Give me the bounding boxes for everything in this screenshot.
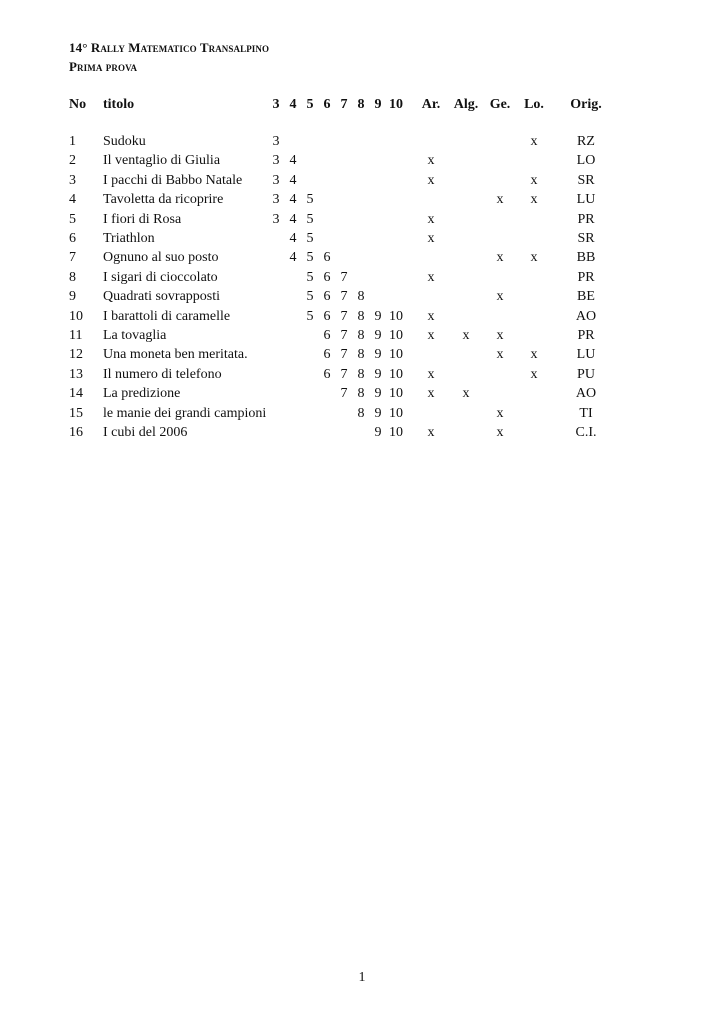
cell-level-10: 10 xyxy=(389,405,403,421)
table-row xyxy=(0,268,725,287)
cell-level-7: 7 xyxy=(340,386,348,402)
cell-level-10: 10 xyxy=(389,347,403,363)
cell-level-9: 9 xyxy=(374,425,382,440)
cell-titolo: I fiori di Rosa xyxy=(103,211,182,227)
cell-level-7: 7 xyxy=(340,366,348,382)
cell-no: 12 xyxy=(69,347,83,363)
cell-titolo: Il ventaglio di Giulia xyxy=(103,153,221,169)
cell-no: 3 xyxy=(69,172,76,188)
header-lo: Lo. xyxy=(524,97,544,112)
table-row xyxy=(0,171,725,190)
cell-level-8: 8 xyxy=(357,308,365,324)
document-header xyxy=(69,38,269,76)
header-level-3: 3 xyxy=(272,97,280,112)
cell-ar: x xyxy=(427,366,435,382)
cell-ge: x xyxy=(496,192,504,208)
cell-no: 15 xyxy=(69,405,83,421)
cell-ar: x xyxy=(427,328,435,343)
header-no: No xyxy=(69,97,87,112)
cell-ar: x xyxy=(427,308,435,324)
cell-orig: BE xyxy=(577,289,595,305)
cell-orig: BB xyxy=(576,250,596,266)
cell-ge: x xyxy=(496,250,504,266)
cell-lo: x xyxy=(530,366,538,382)
cell-titolo: Triathlon xyxy=(103,231,155,246)
table-row xyxy=(0,287,725,306)
cell-ar: x xyxy=(427,153,435,169)
cell-level-6: 6 xyxy=(323,347,331,363)
header-level-9: 9 xyxy=(374,97,382,112)
header-alg: Alg. xyxy=(453,97,479,112)
cell-orig: PR xyxy=(577,328,595,343)
cell-no: 10 xyxy=(69,308,83,324)
cell-no: 2 xyxy=(69,153,76,169)
cell-level-3: 3 xyxy=(272,172,280,188)
cell-level-10: 10 xyxy=(389,308,403,324)
cell-orig: AO xyxy=(575,308,597,324)
cell-lo: x xyxy=(530,192,538,208)
cell-titolo: I pacchi di Babbo Natale xyxy=(103,172,243,188)
table-row xyxy=(0,404,725,423)
cell-lo: x xyxy=(530,250,538,266)
cell-alg: x xyxy=(462,328,470,343)
table-row xyxy=(0,326,725,345)
cell-no: 16 xyxy=(69,425,83,440)
cell-level-3: 3 xyxy=(272,192,280,208)
table-row xyxy=(0,365,725,384)
cell-no: 4 xyxy=(69,192,76,208)
cell-level-5: 5 xyxy=(306,192,314,208)
cell-titolo: Sudoku xyxy=(103,134,146,149)
cell-ar: x xyxy=(427,386,435,402)
table-row xyxy=(0,190,725,209)
cell-no: 9 xyxy=(69,289,76,305)
cell-orig: SR xyxy=(577,231,595,246)
cell-level-9: 9 xyxy=(374,366,382,382)
cell-level-9: 9 xyxy=(374,405,382,421)
cell-ge: x xyxy=(496,347,504,363)
table-row xyxy=(0,210,725,229)
cell-orig: LO xyxy=(576,153,596,169)
cell-no: 7 xyxy=(69,250,76,266)
cell-titolo: Ognuno al suo posto xyxy=(103,250,219,266)
cell-ar: x xyxy=(427,211,435,227)
cell-titolo: I sigari di cioccolato xyxy=(103,269,218,285)
cell-orig: PR xyxy=(577,211,595,227)
cell-ar: x xyxy=(427,269,435,285)
table-row xyxy=(0,307,725,326)
table-row xyxy=(0,345,725,364)
cell-titolo: La tovaglia xyxy=(103,328,167,343)
cell-level-5: 5 xyxy=(306,231,314,246)
cell-ge: x xyxy=(496,405,504,421)
cell-titolo: le manie dei grandi campioni xyxy=(103,405,267,421)
cell-level-6: 6 xyxy=(323,366,331,382)
cell-no: 13 xyxy=(69,366,83,382)
cell-level-8: 8 xyxy=(357,289,365,305)
cell-level-5: 5 xyxy=(306,250,314,266)
cell-no: 5 xyxy=(69,211,76,227)
cell-orig: LU xyxy=(576,192,596,208)
cell-orig: RZ xyxy=(577,134,595,149)
cell-ar: x xyxy=(427,231,435,246)
cell-level-10: 10 xyxy=(389,425,403,440)
cell-level-6: 6 xyxy=(323,269,331,285)
table-row xyxy=(0,151,725,170)
cell-titolo: La predizione xyxy=(103,386,181,402)
cell-level-9: 9 xyxy=(374,386,382,402)
cell-level-4: 4 xyxy=(289,172,297,188)
cell-no: 1 xyxy=(69,134,76,149)
cell-ar: x xyxy=(427,425,435,440)
cell-no: 14 xyxy=(69,386,83,402)
cell-level-7: 7 xyxy=(340,328,348,343)
cell-titolo: I cubi del 2006 xyxy=(103,425,188,440)
page-number: 1 xyxy=(358,970,366,985)
cell-ge: x xyxy=(496,425,504,440)
table-row xyxy=(0,248,725,267)
cell-level-5: 5 xyxy=(306,269,314,285)
cell-no: 8 xyxy=(69,269,76,285)
cell-level-6: 6 xyxy=(323,250,331,266)
header-level-6: 6 xyxy=(323,97,331,112)
cell-level-7: 7 xyxy=(340,308,348,324)
cell-level-3: 3 xyxy=(272,153,280,169)
cell-level-4: 4 xyxy=(289,153,297,169)
table-row xyxy=(0,384,725,403)
document-title: 14° Rally Matematico Transalpino xyxy=(69,40,270,55)
cell-level-7: 7 xyxy=(340,347,348,363)
cell-no: 11 xyxy=(69,328,83,343)
cell-level-8: 8 xyxy=(357,328,365,343)
cell-orig: PR xyxy=(577,269,595,285)
table-row xyxy=(0,132,725,151)
cell-lo: x xyxy=(530,172,538,188)
header-level-7: 7 xyxy=(340,97,348,112)
cell-level-6: 6 xyxy=(323,328,331,343)
header-level-5: 5 xyxy=(306,97,314,112)
cell-ge: x xyxy=(496,289,504,305)
cell-level-5: 5 xyxy=(306,289,314,305)
table-header xyxy=(0,95,725,115)
cell-level-9: 9 xyxy=(374,347,382,363)
cell-orig: LU xyxy=(576,347,596,363)
cell-level-9: 9 xyxy=(374,308,382,324)
cell-lo: x xyxy=(530,134,538,149)
cell-level-8: 8 xyxy=(357,405,365,421)
cell-no: 6 xyxy=(69,231,76,246)
cell-orig: TI xyxy=(579,405,593,421)
cell-level-8: 8 xyxy=(357,366,365,382)
table-row xyxy=(0,229,725,248)
cell-level-4: 4 xyxy=(289,211,297,227)
cell-level-4: 4 xyxy=(289,231,297,246)
cell-level-4: 4 xyxy=(289,192,297,208)
header-level-10: 10 xyxy=(389,97,403,112)
cell-ge: x xyxy=(496,328,504,343)
cell-titolo: Il numero di telefono xyxy=(103,366,222,382)
cell-orig: PU xyxy=(577,366,595,382)
cell-level-8: 8 xyxy=(357,347,365,363)
header-level-4: 4 xyxy=(289,97,297,112)
cell-lo: x xyxy=(530,347,538,363)
cell-ar: x xyxy=(427,172,435,188)
cell-level-7: 7 xyxy=(340,269,348,285)
header-ge: Ge. xyxy=(489,97,511,112)
header-level-8: 8 xyxy=(357,97,365,112)
cell-orig: AO xyxy=(575,386,597,402)
cell-orig: SR xyxy=(577,172,595,188)
cell-titolo: Una moneta ben meritata. xyxy=(103,347,248,363)
cell-level-4: 4 xyxy=(289,250,297,266)
header-ar: Ar. xyxy=(421,97,441,112)
cell-level-10: 10 xyxy=(389,386,403,402)
cell-level-5: 5 xyxy=(306,211,314,227)
cell-titolo: Quadrati sovrapposti xyxy=(103,289,221,305)
cell-level-3: 3 xyxy=(272,134,280,149)
cell-level-7: 7 xyxy=(340,289,348,305)
cell-level-3: 3 xyxy=(272,211,280,227)
table-row xyxy=(0,423,725,442)
header-orig: Orig. xyxy=(570,97,602,112)
cell-level-6: 6 xyxy=(323,308,331,324)
cell-level-10: 10 xyxy=(389,366,403,382)
cell-level-5: 5 xyxy=(306,308,314,324)
document-subtitle: Prima prova xyxy=(69,59,138,74)
cell-level-8: 8 xyxy=(357,386,365,402)
cell-alg: x xyxy=(462,386,470,402)
cell-level-6: 6 xyxy=(323,289,331,305)
header-titolo: titolo xyxy=(103,97,135,112)
cell-titolo: I barattoli di caramelle xyxy=(103,308,231,324)
cell-titolo: Tavoletta da ricoprire xyxy=(103,192,224,208)
cell-orig: C.I. xyxy=(575,425,597,440)
cell-level-9: 9 xyxy=(374,328,382,343)
cell-level-10: 10 xyxy=(389,328,403,343)
